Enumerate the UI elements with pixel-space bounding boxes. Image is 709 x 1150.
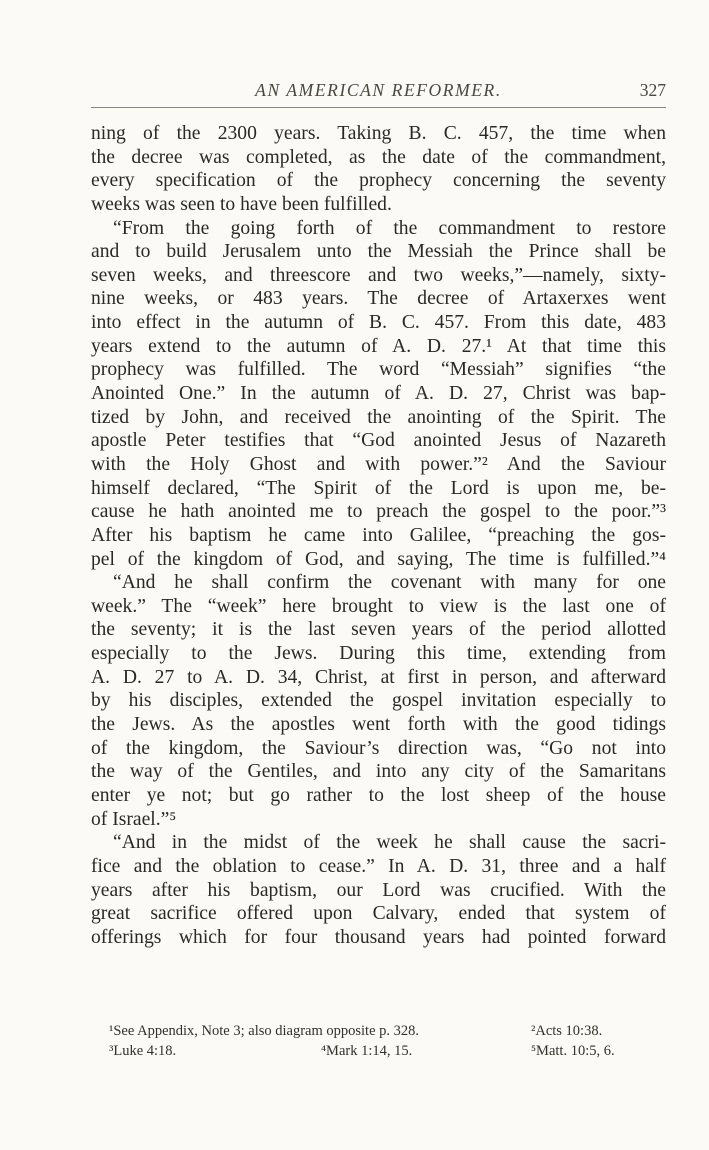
text-line: tized by John, and received the anointing of the Spirit. The	[91, 406, 666, 428]
text-line: pel of the kingdom of God, and saying, The time is fulfilled.”⁴	[91, 548, 666, 570]
running-title: AN AMERICAN REFORMER.	[255, 80, 502, 100]
footnote-1: ¹See Appendix, Note 3; also diagram opposite p. 328.	[109, 1023, 420, 1039]
text-line: fice and the oblation to cease.” In A. D. 31, three and a half	[91, 855, 666, 877]
text-line: years extend to the autumn of A. D. 27.¹ At that time this	[91, 335, 666, 357]
text-line: “And he shall confirm the covenant with many for one	[113, 572, 666, 594]
running-head	[91, 80, 666, 106]
text-line: A. D. 27 to A. D. 34, Christ, at first in person, and afterward	[91, 666, 666, 688]
text-line: After his baptism he came into Galilee, “preaching the gos-	[91, 524, 666, 546]
footnote-row	[91, 1021, 666, 1041]
text-line: apostle Peter testifies that “God anointed Jesus of Nazareth	[91, 430, 666, 452]
text-line: of the kingdom, the Saviour’s direction was, “Go not into	[91, 737, 666, 759]
text-line: great sacrifice offered upon Calvary, ended that system of	[91, 903, 666, 925]
text-line: especially to the Jews. During this time, extending from	[91, 643, 666, 665]
text-line: offerings which for four thousand years had pointed forward	[91, 926, 666, 948]
text-line: years after his baptism, our Lord was crucified. With the	[91, 879, 666, 901]
text-line: enter ye not; but go rather to the lost sheep of the house	[91, 784, 666, 806]
text-line: with the Holy Ghost and with power.”² And the Saviour	[91, 453, 666, 475]
text-line: himself declared, “The Spirit of the Lord is upon me, be-	[91, 477, 666, 499]
header-rule	[91, 107, 666, 108]
footnotes	[91, 1021, 666, 1061]
text-line: the seventy; it is the last seven years of the period allotted	[91, 619, 666, 641]
text-line: “And in the midst of the week he shall cause the sacri-	[113, 832, 666, 854]
text-line: seven weeks, and threescore and two weeks,”—namely, sixty-	[91, 264, 666, 286]
footnote-5: ⁵Matt. 10:5, 6.	[531, 1043, 615, 1059]
text-line: Anointed One.” In the autumn of A. D. 27, Christ was bap-	[91, 383, 666, 405]
text-line: and to build Jerusalem unto the Messiah the Prince shall be	[91, 241, 666, 263]
footnote-2: ²Acts 10:38.	[531, 1023, 603, 1039]
text-line: every specification of the prophecy concerning the seventy	[91, 170, 666, 192]
text-line: “From the going forth of the commandment to restore	[113, 217, 666, 239]
footnote-row	[91, 1041, 666, 1061]
text-line: the way of the Gentiles, and into any city of the Samaritans	[91, 761, 666, 783]
text-line: weeks was seen to have been fulfilled.	[91, 193, 392, 215]
text-line: cause he hath anointed me to preach the gospel to the poor.”³	[91, 501, 666, 523]
text-line: nine weeks, or 483 years. The decree of Artaxerxes went	[91, 288, 666, 310]
text-line: of Israel.”⁵	[91, 808, 177, 830]
text-line: ning of the 2300 years. Taking B. C. 457, the time when	[91, 123, 666, 144]
text-line: prophecy was fulfilled. The word “Messiah” signifies “the	[91, 359, 666, 381]
page-number: 327	[639, 80, 666, 100]
footnote-4: ⁴Mark 1:14, 15.	[321, 1043, 413, 1059]
text-line: into effect in the autumn of B. C. 457. From this date, 483	[91, 312, 666, 334]
text-line: week.” The “week” here brought to view is the last one of	[91, 595, 666, 617]
text-line: the decree was completed, as the date of the commandment,	[91, 146, 666, 168]
body-text	[91, 122, 666, 949]
text-line: by his disciples, extended the gospel invitation especially to	[91, 690, 666, 712]
text-line: the Jews. As the apostles went forth with the good tidings	[91, 714, 666, 736]
footnote-3: ³Luke 4:18.	[109, 1043, 177, 1059]
